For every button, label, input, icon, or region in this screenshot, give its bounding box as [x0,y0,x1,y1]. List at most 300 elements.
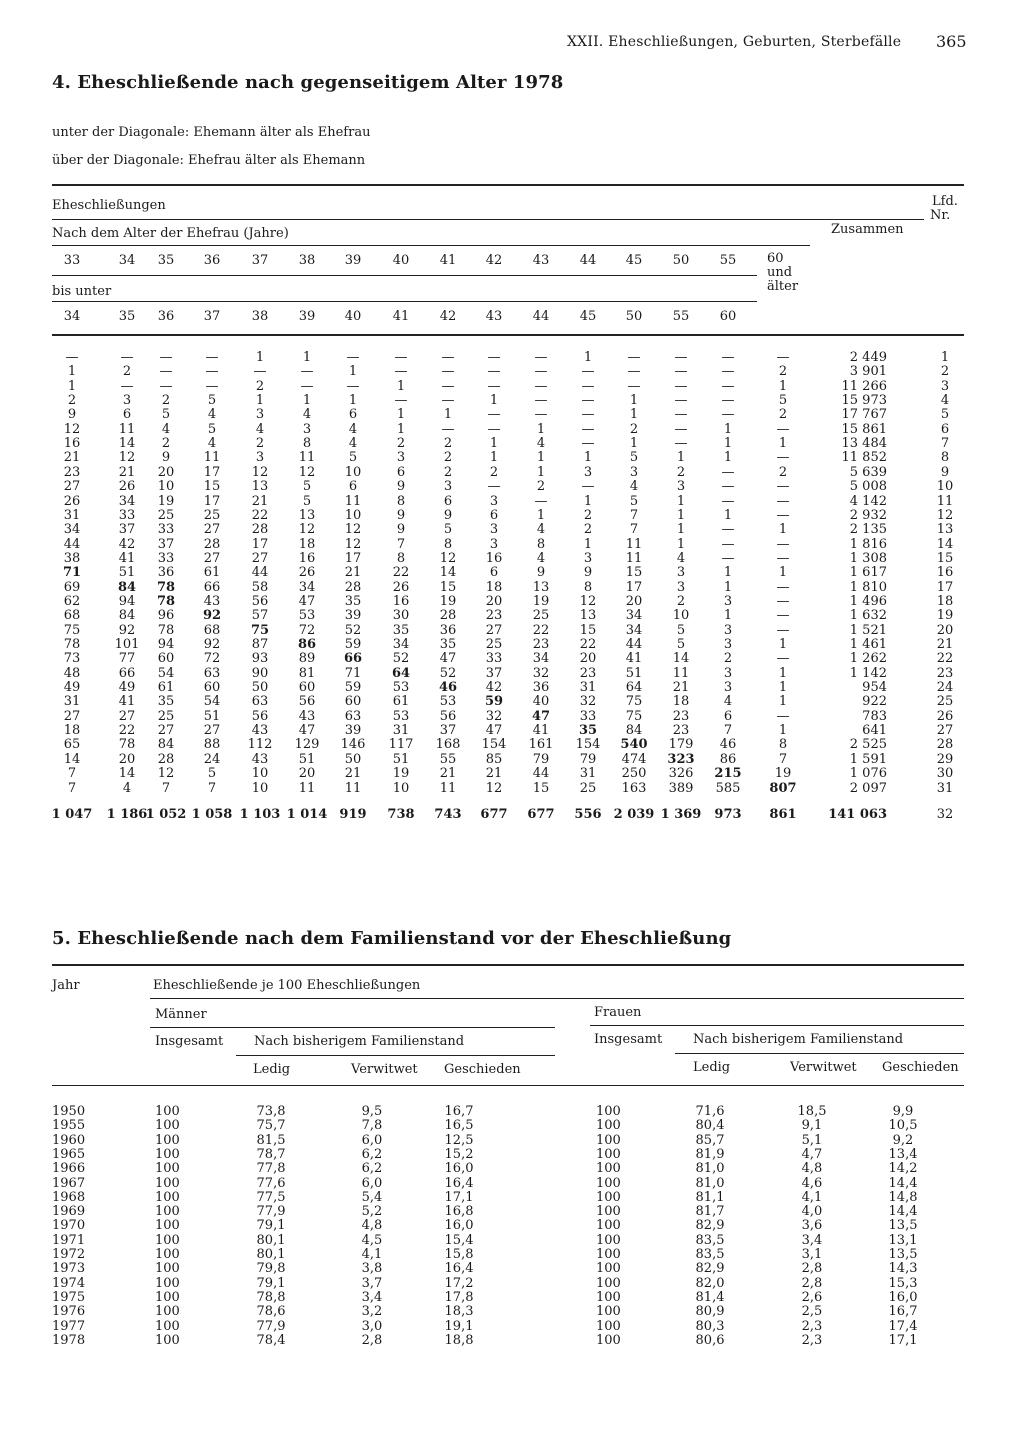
table4-lfd-cell: 15 [936,551,954,566]
table4-cell: 78 [156,580,176,595]
table4-lfd-cell: 24 [936,680,954,695]
table4-cell: 32 [532,666,550,681]
table4-cell: — [159,364,173,379]
t5-header-verwitwet-f: Verwitwet [790,1060,857,1075]
t5-value-cell: 82,9 [695,1261,725,1276]
table4-zusammen-cell: 2 097 [849,781,887,796]
table4-cell: 1 [583,450,593,465]
table4-lfd-cell: 30 [936,766,954,781]
t5-value-cell: 9,5 [361,1104,383,1119]
t5-value-cell: 16,0 [444,1218,474,1233]
table4-cell: 47 [531,709,551,724]
table4-cell: 55 [439,752,457,767]
table4-cell: 2 [536,479,546,494]
t5-year-cell: 1976 [52,1304,86,1319]
table4-cell: 2 [723,651,733,666]
t5-value-cell: 100 [155,1147,180,1162]
table4-cell: — [581,407,595,422]
table4-cell: 11 [118,422,136,437]
table4-cell: 9 [396,508,406,523]
table4-cell: 3 [723,594,733,609]
t5-value-cell: 16,0 [444,1161,474,1176]
table4-cell: 3 [676,479,686,494]
t5-value-cell: 80,3 [695,1319,725,1334]
table4-cell: 4 [536,551,546,566]
table4-zusammen-cell: 1 521 [849,623,887,638]
t5-value-cell: 13,5 [888,1247,918,1262]
table4-cell: 21 [344,766,362,781]
t5-value-cell: 100 [596,1247,621,1262]
table4-cell: 60 [157,651,175,666]
t5-value-cell: 81,0 [695,1161,725,1176]
table4-lfd-cell: 31 [936,781,954,796]
table4-cell: 13 [298,508,316,523]
t5-value-cell: 100 [155,1204,180,1219]
table4-cell: 20 [625,594,643,609]
table4-cell: 1 [723,422,733,437]
table4-cell: 51 [298,752,316,767]
table4-zusammen-cell: 3 901 [849,364,887,379]
table4-cell: 2 [489,465,499,480]
table4-zusammen-cell: 2 449 [849,350,887,365]
table4-lfd-cell: 23 [936,666,954,681]
t5-value-cell: 100 [596,1176,621,1191]
table4-cell: — [674,393,688,408]
table4-cell: 14 [672,651,690,666]
table4-cell: 92 [203,637,221,652]
table4-cell: 3 [302,422,312,437]
table4-cell: 46 [719,737,737,752]
table4-cell: 6 [348,407,358,422]
table4-cell: — [581,422,595,437]
table4-lfd-cell: 5 [940,407,950,422]
t5-value-cell: 79,1 [256,1218,286,1233]
t5-value-cell: 6,2 [361,1161,383,1176]
table4-cell: 50 [344,752,362,767]
table4-cell: 35 [344,594,362,609]
table4-cell: 6 [122,407,132,422]
age-from-label: 50 [672,253,690,268]
table4-cell: 27 [251,551,269,566]
table4-zusammen-cell: 1 617 [849,565,887,580]
table4-cell: 56 [298,694,316,709]
t5-value-cell: 18,5 [797,1104,827,1119]
table4-cell: 22 [118,723,136,738]
t5-header-insgesamt-m: Insgesamt [155,1034,224,1049]
t5-value-cell: 81,5 [256,1133,286,1148]
table4-lfd-cell: 3 [940,379,950,394]
table4-cell: 23 [63,465,81,480]
table4-cell: 17 [251,537,269,552]
table4-cell: — [776,450,790,465]
table4-cell: 39 [344,723,362,738]
t5-value-cell: 81,0 [695,1176,725,1191]
table4-cell: 26 [63,494,81,509]
t5-value-cell: 16,5 [444,1118,474,1133]
t5-value-cell: 4,0 [801,1204,823,1219]
t5-value-cell: 10,5 [888,1118,918,1133]
table4-cell: — [776,580,790,595]
table4-cell: 63 [251,694,269,709]
table4-cell: 129 [294,737,320,752]
table4-cell: 21 [485,766,503,781]
table4-cell: 96 [157,608,175,623]
table4-cell: 10 [344,508,362,523]
table4-cell: 1 [489,436,499,451]
table4-cell: 9 [396,522,406,537]
table4-cell: — [205,350,219,365]
t5-header-jahr: Jahr [52,978,80,993]
t5-year-cell: 1955 [52,1118,86,1133]
table4-total-cell: 2 039 [613,807,655,822]
table4-header-nr: Nr. [930,208,951,223]
table4-cell: 47 [298,723,316,738]
table4-cell: 8 [302,436,312,451]
t5-value-cell: 100 [596,1319,621,1334]
table4-cell: 31 [63,508,81,523]
table4-cell: 540 [620,737,648,752]
t5-value-cell: 16,7 [444,1104,474,1119]
table4-cell: 7 [67,766,77,781]
table4-cell: 19 [774,766,792,781]
table4-cell: — [534,393,548,408]
t5-header-ledig-f: Ledig [693,1060,731,1075]
table4-cell: 51 [203,709,221,724]
t5-value-cell: 81,7 [695,1204,725,1219]
table4-cell: 47 [485,723,503,738]
table4-cell: 16 [392,594,410,609]
table4-rule-1 [52,219,924,220]
table4-cell: 79 [579,752,597,767]
t5-value-cell: 4,1 [361,1247,383,1262]
t5-value-cell: 3,8 [361,1261,383,1276]
table4-cell: — [721,364,735,379]
table5-title: 5. Eheschließende nach dem Familienstand vor der Eheschließung [52,928,732,949]
table4-cell: 28 [157,752,175,767]
table4-cell: 18 [63,723,81,738]
table4-cell: 92 [118,623,136,638]
table4-cell: 37 [157,537,175,552]
t5-year-cell: 1971 [52,1233,86,1248]
table4-cell: 1 [778,379,788,394]
t5-header-frauen: Frauen [594,1005,642,1020]
table4-cell: 41 [118,551,136,566]
table4-cell: 25 [203,508,221,523]
t5-value-cell: 85,7 [695,1133,725,1148]
t5-header-geschieden-m: Geschieden [444,1062,521,1077]
t5-value-cell: 100 [155,1319,180,1334]
table4-cell: — [721,537,735,552]
table4-cell: — [721,350,735,365]
table4-lfd-cell: 26 [936,709,954,724]
table4-cell: 20 [157,465,175,480]
table4-cell: 1 [723,608,733,623]
table4-cell: 52 [344,623,362,638]
table4-cell: 71 [344,666,362,681]
table4-cell: 1 [67,379,77,394]
table4-header-bottom-rule [52,334,964,336]
table4-cell: 90 [251,666,269,681]
table4-cell: 215 [714,766,742,781]
table4-total-cell: 1 014 [286,807,328,822]
table4-cell: 1 [536,422,546,437]
table4-cell: 1 [489,393,499,408]
t5-header-main: Eheschließende je 100 Eheschließungen [153,978,421,993]
table4-cell: 14 [63,752,81,767]
t5-value-cell: 81,9 [695,1147,725,1162]
table4-zusammen-cell: 13 484 [841,436,887,451]
table4-zusammen-cell: 1 810 [849,580,887,595]
table4-cell: 86 [719,752,737,767]
age-from-label: 40 [392,253,410,268]
t5-value-cell: 2,8 [361,1333,383,1348]
table4-cell: 3 [255,450,265,465]
table4-cell: 4 [161,422,171,437]
t5-value-cell: 80,9 [695,1304,725,1319]
table4-cell: 28 [439,608,457,623]
table4-zusammen-cell: 1 591 [849,752,887,767]
table4-cell: 585 [715,781,741,796]
table4-cell: 11 [203,450,221,465]
table4-cell: 10 [344,465,362,480]
table4-total-cell: 861 [769,807,797,822]
table4-cell: 1 [255,350,265,365]
table4-cell: — [776,479,790,494]
t5-value-cell: 17,4 [888,1319,918,1334]
table4-cell: 28 [203,537,221,552]
table4-cell: 1 [396,407,406,422]
table4-cell: 1 [676,537,686,552]
table4-lfd-cell: 18 [936,594,954,609]
table4-lfd-cell: 9 [940,465,950,480]
t5-value-cell: 80,1 [256,1247,286,1262]
t5-value-cell: 100 [596,1290,621,1305]
header-sixty: 60 [767,251,784,266]
t5-value-cell: 100 [155,1190,180,1205]
age-from-label: 37 [251,253,269,268]
table4-cell: 66 [343,651,363,666]
table4-cell: 1 [723,436,733,451]
table4-cell: 50 [251,680,269,695]
t5-value-cell: 77,6 [256,1176,286,1191]
t5-value-cell: 5,4 [361,1190,383,1205]
table4-cell: 11 [344,494,362,509]
table4-cell: 84 [157,737,175,752]
table4-cell: — [776,551,790,566]
table4-cell: 2 [443,450,453,465]
table4-lfd-cell: 14 [936,537,954,552]
age-from-label: 33 [63,253,81,268]
t5-value-cell: 16,0 [888,1290,918,1305]
table4-cell: 72 [298,623,316,638]
age-to-label: 42 [439,309,457,324]
table4-cell: 161 [528,737,554,752]
t5-value-cell: 73,8 [256,1104,286,1119]
table4-cell: 21 [672,680,690,695]
table4-cell: 16 [298,551,316,566]
table4-zusammen-cell: 4 142 [849,494,887,509]
table4-cell: 34 [118,494,136,509]
table4-cell: 2 [396,436,406,451]
t5-rule-3f [675,1053,964,1054]
table4-title: 4. Eheschließende nach gegenseitigem Alter 1978 [52,72,564,93]
t5-value-cell: 5,2 [361,1204,383,1219]
table4-zusammen-cell: 922 [862,694,887,709]
table4-lfd-cell: 25 [936,694,954,709]
table4-cell: — [487,350,501,365]
table4-cell: 179 [668,737,694,752]
table4-cell: 21 [63,450,81,465]
table4-cell: 33 [157,522,175,537]
table4-cell: 5 [676,623,686,638]
table4-cell: 20 [579,651,597,666]
table4-cell: 78 [156,594,176,609]
table4-cell: 78 [157,623,175,638]
t5-value-cell: 79,8 [256,1261,286,1276]
table4-cell: 2 [161,436,171,451]
table4-header-sub: Nach dem Alter der Ehefrau (Jahre) [52,226,289,241]
table4-lfd-cell: 12 [936,508,954,523]
table4-cell: — [721,522,735,537]
table4-cell: 43 [298,709,316,724]
table4-cell: 75 [625,709,643,724]
table4-cell: 42 [118,537,136,552]
table4-cell: — [346,350,360,365]
table4-zusammen-cell: 1 076 [849,766,887,781]
table4-cell: 326 [668,766,694,781]
t5-value-cell: 100 [155,1104,180,1119]
table4-cell: 75 [63,623,81,638]
table4-cell: 1 [723,580,733,595]
t5-header-ledig-m: Ledig [253,1062,291,1077]
table4-zusammen-cell: 2 932 [849,508,887,523]
table4-cell: — [627,379,641,394]
table4-cell: 68 [63,608,81,623]
table4-cell: 53 [439,694,457,709]
t5-year-cell: 1960 [52,1133,86,1148]
table4-cell: 1 [67,364,77,379]
table4-cell: — [159,350,173,365]
table4-cell: 32 [485,709,503,724]
t5-value-cell: 5,1 [801,1133,823,1148]
header-sixty-aelter: älter [767,279,799,294]
table4-cell: — [721,407,735,422]
t5-value-cell: 15,3 [888,1276,918,1291]
table4-cell: 3 [676,565,686,580]
t5-value-cell: 4,5 [361,1233,383,1248]
table4-cell: 1 [302,350,312,365]
age-to-label: 38 [251,309,269,324]
age-from-label: 42 [485,253,503,268]
table4-cell: 27 [485,623,503,638]
t5-value-cell: 14,4 [888,1204,918,1219]
table4-cell: 3 [723,623,733,638]
table4-cell: — [441,364,455,379]
table4-cell: 27 [118,709,136,724]
table4-cell: 17 [203,494,221,509]
table4-cell: 22 [579,637,597,652]
table4-cell: 1 [676,450,686,465]
table4-cell: 52 [392,651,410,666]
table4-cell: 3 [489,522,499,537]
table4-cell: 154 [575,737,601,752]
table4-cell: 1 [676,494,686,509]
table4-cell: — [441,422,455,437]
table4-cell: 7 [723,723,733,738]
table4-zusammen-cell: 15 861 [841,422,887,437]
table4-cell: 1 [778,436,788,451]
t5-year-cell: 1969 [52,1204,86,1219]
table4-cell: — [674,364,688,379]
t5-header-insgesamt-f: Insgesamt [594,1032,663,1047]
table4-total-cell: 973 [714,807,742,822]
table4-cell: 1 [778,723,788,738]
t5-value-cell: 2,5 [801,1304,823,1319]
table4-lfd-cell: 20 [936,623,954,638]
t5-value-cell: 80,6 [695,1333,725,1348]
t5-value-cell: 16,4 [444,1261,474,1276]
table4-cell: — [487,407,501,422]
age-to-label: 45 [579,309,597,324]
table4-cell: — [674,350,688,365]
table4-cell: 12 [63,422,81,437]
table4-cell: 64 [625,680,643,695]
table4-cell: 34 [625,608,643,623]
table4-cell: 10 [672,608,690,623]
table4-cell: 23 [672,709,690,724]
age-from-label: 43 [532,253,550,268]
table4-cell: 1 [396,379,406,394]
t5-value-cell: 3,7 [361,1276,383,1291]
table4-cell: 3 [676,580,686,595]
table4-cell: — [721,393,735,408]
table4-cell: 3 [489,537,499,552]
table4-lfd-cell: 28 [936,737,954,752]
age-to-label: 34 [63,309,81,324]
table4-cell: 7 [778,752,788,767]
t5-value-cell: 14,8 [888,1190,918,1205]
table4-top-rule [52,184,964,186]
table4-cell: 37 [118,522,136,537]
table4-cell: 41 [532,723,550,738]
table4-cell: 84 [625,723,643,738]
table4-cell: 28 [344,580,362,595]
table4-cell: 15 [579,623,597,638]
table4-zusammen-cell: 1 142 [849,666,887,681]
t5-value-cell: 83,5 [695,1247,725,1262]
table4-cell: 26 [392,580,410,595]
table4-cell: 71 [62,565,82,580]
table4-cell: 13 [251,479,269,494]
age-from-label: 39 [344,253,362,268]
table4-cell: 13 [532,580,550,595]
table4-cell: 34 [532,651,550,666]
table4-zusammen-cell: 11 266 [841,379,887,394]
table4-cell: — [776,422,790,437]
table4-cell: 14 [118,766,136,781]
t5-value-cell: 9,2 [892,1133,914,1148]
table4-cell: 1 [778,522,788,537]
table4-cell: 1 [723,450,733,465]
table4-cell: 15 [203,479,221,494]
table4-cell: — [205,364,219,379]
age-from-label: 44 [579,253,597,268]
t5-value-cell: 19,1 [444,1319,474,1334]
table4-cell: 37 [485,666,503,681]
table4-cell: 27 [63,479,81,494]
table4-cell: — [534,407,548,422]
t5-value-cell: 15,2 [444,1147,474,1162]
